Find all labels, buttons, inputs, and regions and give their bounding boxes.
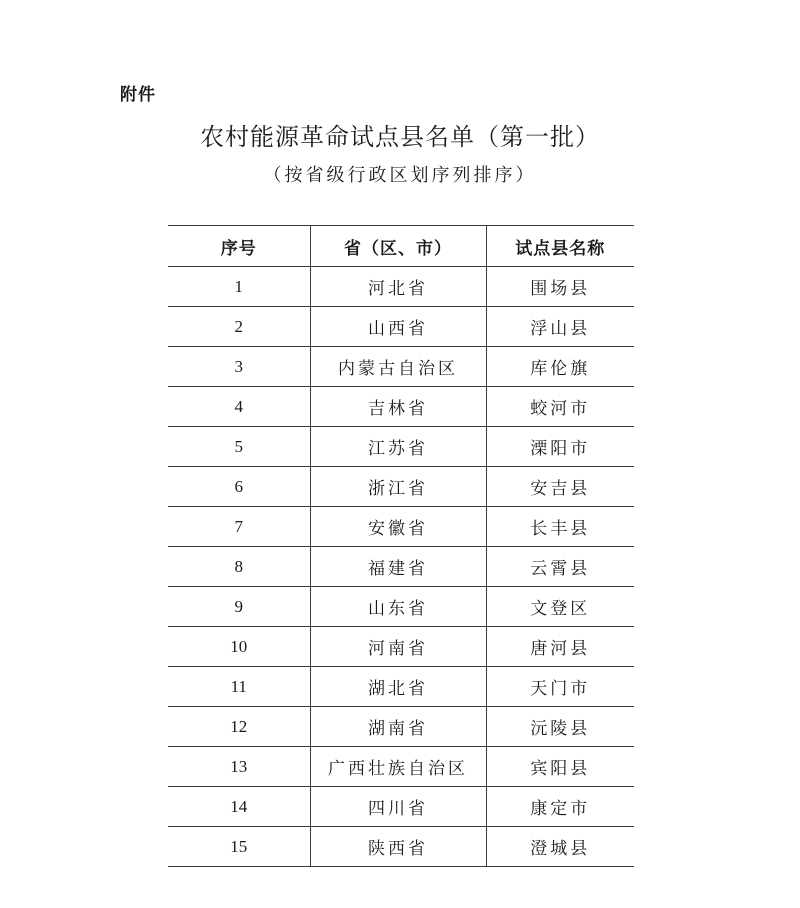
header-county-name: 试点县名称	[486, 226, 634, 267]
serial-number-cell: 5	[168, 427, 310, 467]
province-cell: 湖南省	[310, 707, 486, 747]
county-name-cell: 康定市	[486, 787, 634, 827]
county-name-cell: 长丰县	[486, 507, 634, 547]
province-cell: 福建省	[310, 547, 486, 587]
table-row	[168, 627, 634, 667]
county-name-cell: 澄城县	[486, 827, 634, 867]
serial-number-cell: 14	[168, 787, 310, 827]
table-row	[168, 347, 634, 387]
province-cell: 陕西省	[310, 827, 486, 867]
table-row	[168, 507, 634, 547]
serial-number-cell: 2	[168, 307, 310, 347]
table-row	[168, 387, 634, 427]
county-name-cell: 浮山县	[486, 307, 634, 347]
serial-number-cell: 10	[168, 627, 310, 667]
table-row	[168, 667, 634, 707]
province-cell: 山西省	[310, 307, 486, 347]
table-row	[168, 787, 634, 827]
county-name-cell: 沅陵县	[486, 707, 634, 747]
province-cell: 四川省	[310, 787, 486, 827]
province-cell: 湖北省	[310, 667, 486, 707]
header-serial-number: 序号	[168, 226, 310, 267]
serial-number-cell: 15	[168, 827, 310, 867]
county-name-cell: 云霄县	[486, 547, 634, 587]
county-name-cell: 溧阳市	[486, 427, 634, 467]
province-cell: 吉林省	[310, 387, 486, 427]
serial-number-cell: 3	[168, 347, 310, 387]
province-cell: 安徽省	[310, 507, 486, 547]
province-cell: 山东省	[310, 587, 486, 627]
pilot-county-table	[168, 225, 634, 867]
document-title: 农村能源革命试点县名单（第一批）	[200, 123, 600, 151]
table-row	[168, 307, 634, 347]
serial-number-cell: 13	[168, 747, 310, 787]
county-name-cell: 天门市	[486, 667, 634, 707]
county-name-cell: 文登区	[486, 587, 634, 627]
county-name-cell: 宾阳县	[486, 747, 634, 787]
serial-number-cell: 12	[168, 707, 310, 747]
document-subtitle: （按省级行政区划序列排序）	[263, 165, 537, 186]
county-name-cell: 安吉县	[486, 467, 634, 507]
table-row	[168, 467, 634, 507]
county-name-cell: 库伦旗	[486, 347, 634, 387]
serial-number-cell: 1	[168, 267, 310, 307]
attachment-label: 附件	[120, 85, 156, 105]
table-row	[168, 587, 634, 627]
province-cell: 河南省	[310, 627, 486, 667]
county-name-cell: 蛟河市	[486, 387, 634, 427]
serial-number-cell: 11	[168, 667, 310, 707]
province-cell: 河北省	[310, 267, 486, 307]
serial-number-cell: 8	[168, 547, 310, 587]
county-name-cell: 唐河县	[486, 627, 634, 667]
serial-number-cell: 4	[168, 387, 310, 427]
county-name-cell: 围场县	[486, 267, 634, 307]
table-row	[168, 707, 634, 747]
serial-number-cell: 9	[168, 587, 310, 627]
table-header-row	[168, 226, 634, 267]
table-row	[168, 427, 634, 467]
serial-number-cell: 6	[168, 467, 310, 507]
table-row	[168, 267, 634, 307]
table-row	[168, 547, 634, 587]
table-row	[168, 747, 634, 787]
province-cell: 浙江省	[310, 467, 486, 507]
province-cell: 广西壮族自治区	[310, 747, 486, 787]
serial-number-cell: 7	[168, 507, 310, 547]
province-cell: 内蒙古自治区	[310, 347, 486, 387]
province-cell: 江苏省	[310, 427, 486, 467]
table-row	[168, 827, 634, 867]
header-province: 省（区、市）	[310, 226, 486, 267]
